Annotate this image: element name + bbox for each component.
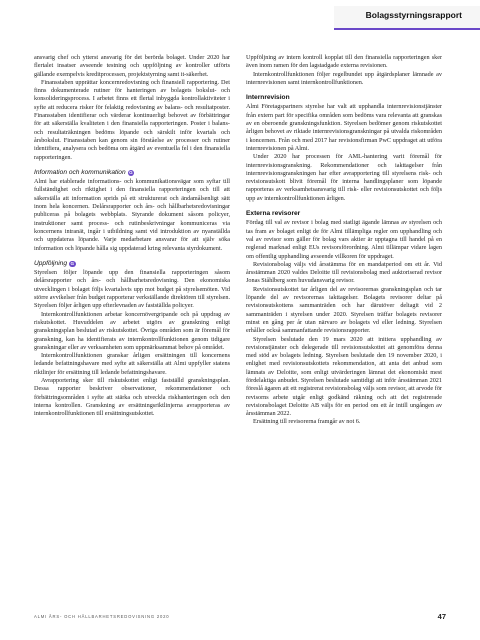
- paragraph: Fördag till val av revisor i bolag med statligt ägande lämnas av styrelsen och tas fram av bolaget enligt de för Almi tillämpliga regler om upphandling och val av revisor som gäller för bolag vars aktier är upptagna till handel på en reglerad marknad enligt EUs revisorsförordning. Almi tillämpar vidare lagen om offentlig upphandling avseende villkoren för uppdraget.: [246, 219, 442, 260]
- paragraph: Uppföljning av intern kontroll kopplat till den finansiella rapporteringen sker även inom ramen för den lagstadgade externa revisionen.: [246, 54, 442, 70]
- heading-text: Information och kommunikation: [34, 168, 126, 176]
- paragraph: Internkontrollfunktionen granskar årligen ersättningen till koncernens ledande befattningshavare med syfte att säkerställa att Almi uppfyller statens riktlinjer för ersättning till ledande befattningshavare.: [34, 352, 230, 376]
- external-auditors-heading: Externa revisorer: [246, 210, 301, 218]
- paragraph: Almi har etablerade informations- och kommunikationsvägar som syftar till fullständighet och riktighet i den finansiella rapporteringen och till att säkerställa att information sprids på ett strukturerat och ändamålsenligt sätt inom hela koncernen. Delårsrapporter och års- och hållbarhetsredovisningar publiceras på bolagets webbplats. Styrande dokument såsom policyer, instruktioner samt process- och rutinbeskrivningar kommuniceras via koncernens intranät, ingår i utbildning samt vid introduktion av nyanställda och uppdateras löpande. Varje medarbetare ansvarar för att själv söka information och löpande hålla sig uppdaterad kring relevanta styrdokument.: [34, 178, 230, 252]
- paragraph: Revisionsutskottet tar årligen del av revisorernas granskningsplan och tar löpande del av revisorernas iakttagelser. Bolagets revisorer deltar på revisionsutskottens sammanträden och har därutöver deltagit vid 2 sammanträden i styrelsen under 2020. Styrelsen träffar bolagets revisorer minst en gång per år utan närvaro av bolagets vd eller ledning. Styrelsen erhåller också sammanfattande revisionsrapporter.: [246, 285, 442, 335]
- paragraph: Internkontrollfunktionen arbetar koncernövergripande och på uppdrag av riskutskottet. Huvuddelen av arbetet utgörs av granskning enligt granskningsplan beslutad av riskutskottet. Övriga områden som är föremål för granskning, kan ha identifierats av internkontrollfunktionen genom tidigare granskningar eller av verksamheten som uppmärksammat behov på området.: [34, 310, 230, 351]
- paragraph: Styrelsen beslutade den 19 mars 2020 att initiera upphandling av revisionstjänster och delegerade till revisionsutskottet att genomföra denna med stöd av bolagets ledning. Styrelsen beslutade den 19 november 2020, i enlighet med revisionsutskottets rekommendation, att anta det anbud som lämnats av Deloitte, som enligt utvärderingen lämnat det ekonomiskt mest fördelaktiga anbudet. Styrelsen beslutade samtidigt att inför årsstämman 2021 föreslå ägaren att ett registrerat revisionsbolag väljs som revisor, att arvode för revisorns arbete utgår enligt godkänd räkning och att det registrerade revisionsbolaget Deloitte AB väljs för en period om ett år intill ungången av årsstämman 2022.: [246, 335, 442, 418]
- page-number: 47: [437, 612, 446, 621]
- page-footer: [34, 612, 446, 622]
- paragraph: ansvarig chef och ytterst ansvarig för det berörda bolaget. Under 2020 har flertalet insatser avseende testning och uppföljning av kontroller utförts gällande exempelvis kreditprocessen, projektstyrning samt it-säkerhet.: [34, 54, 230, 78]
- paragraph: Revisionsbolag väljs vid årsstämma för en mandatperiod om ett år. Vid årsstämman 2020 valdes Deloitte till revisionsbolag med auktoriserad revisor Jonas Ståhlberg som huvudansvarig revisor.: [246, 260, 442, 285]
- paragraph: Styrelsen följer löpande upp den finansiella rapporteringen såsom delårsrapporter och års- och hållbarhetsredovisning. Den ekonomiska utvecklingen i bolaget följs kvartalsvis upp mot budget på styrelsemöten. Vid större avvikelser från budget rapporterar verkställande direktören till styrelsen. Styrelsen följer årligen upp efterlevnaden av fastställda policyer.: [34, 269, 230, 310]
- left-column: [34, 54, 230, 418]
- paragraph: Under 2020 har processen för AML-hantering varit föremål för internrevisionsgranskning. Rekommendationer och iakttagelser från internrevisionsgranskningen har efter avrapportering till styrelsens risk- och revisionsutskott blivit föremål för interna handlingsplaner som löpande rapporteras av verksamhetsansvarig till risk- eller revisionsutskottet och följs upp av internkontrollfunktionen årligen.: [246, 153, 442, 202]
- page-header: [0, 6, 480, 28]
- header-tab: [334, 6, 480, 30]
- heading-text: Uppföljning: [34, 259, 67, 267]
- section-title: Bolagsstyrningsrapport: [365, 10, 462, 20]
- paragraph: Almi Företagspartners styrelse har valt att upphandla internrevisionstjänster från extern part för specifika områden som bedöms vara relevanta att granskas av en oberoende granskningsfunktion. Styrelsen bedömer genom riskutskottet årligen behovet av riktade internrevisionsgranskningar på utvalda riskområden i koncernen. Från och med 2017 har revisionsfirman PwC uppdraget att utföra internrevisionen på Almi.: [246, 103, 442, 152]
- paragraph: Ersättning till revisorerna framgår av not 6.: [253, 418, 361, 426]
- paragraph: Internkontrollfunktionen följer regelbundet upp åtgärdsplaner lämnade av internrevisionen samt internkontrollfunktionen.: [246, 70, 442, 86]
- paragraph: Avrapportering sker till riskutskottet enligt fastställd granskningsplan. Dessa rapporter beskriver observationer, rekommendationer och förbättringsområden i syfte att stärka och utveckla riskhanteringen och den interna kontrollen. Granskning av ersättningsriktlinjerna avrapporteras av internkontrollfunktionen till ersättningsutskottet.: [34, 376, 230, 418]
- right-column: [246, 54, 442, 427]
- followup-heading: [34, 260, 230, 268]
- paragraph: Finansstaben upprättar koncernredovisning och finansiell rapportering. Det finns dokumenterade rutiner för hanteringen av bolagets bokslut- och konsolideringsprocess. I arbetet finns ett flertal inbyggda kontrollaktiviteter i syfte att reducera risker för felaktig redovisning av balans- och resultatposter. Finansstaben identifierar och värderar kontinuerligt behovet av förbättringar för att säkerställa kvaliteten i den finansiella rapporteringen. Poster i balans- och resultaträkningen bedöms löpande och särskilt inför kvartals och årsbokslut. Finansstaben kan genom sin förståelse av processer och rutiner identifiera, analysera och bedöma om åtgärd av eventuella fel i den finansiella rapporteringen.: [34, 78, 230, 161]
- g-badge-icon: G: [129, 169, 133, 175]
- information-heading: [34, 169, 230, 177]
- footer-document-name: ALMI ÅRS- OCH HÅLLBARHETSREDOVISNING 2020: [34, 614, 170, 619]
- internal-audit-heading: Internrevision: [246, 94, 290, 102]
- g-badge-icon: G: [70, 260, 75, 266]
